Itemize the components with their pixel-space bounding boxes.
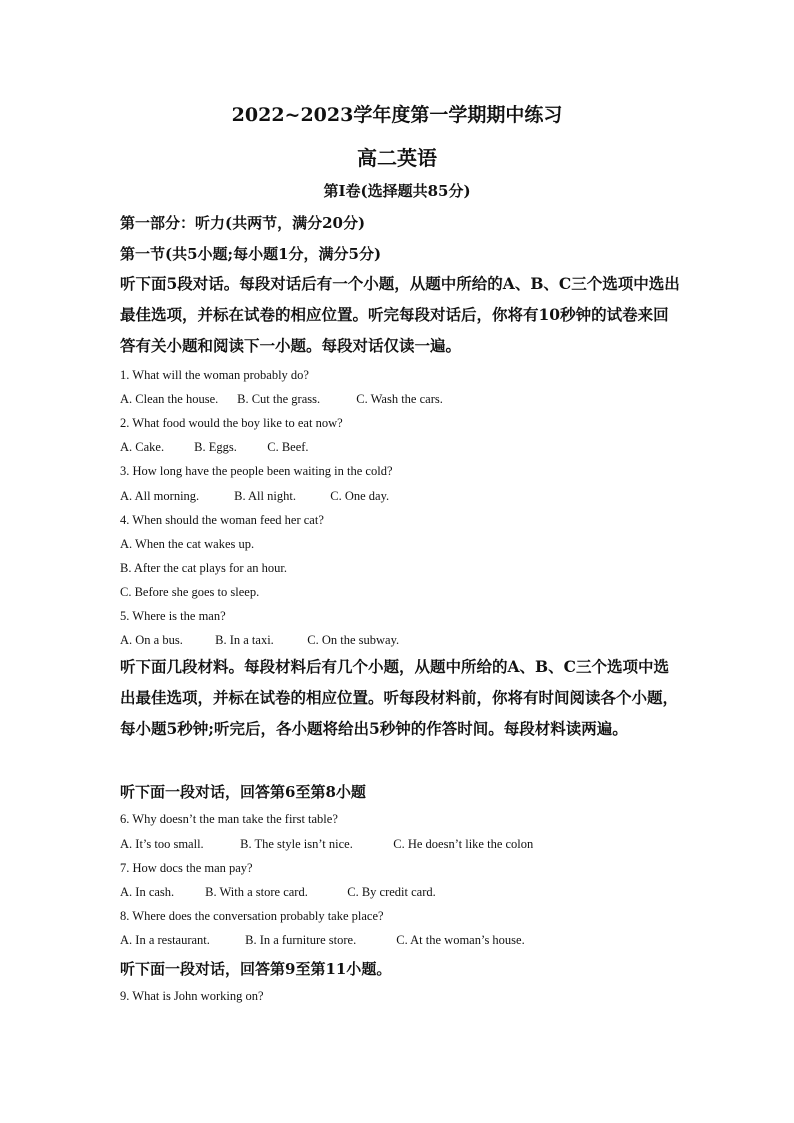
option-b: B. All night. xyxy=(234,489,296,503)
option-c: C. By credit card. xyxy=(347,885,436,899)
question-3: 3. How long have the people been waiting in the cold? xyxy=(120,464,393,478)
option-a: A. Clean the house. xyxy=(120,392,219,406)
option-4a: A. When the cat wakes up. xyxy=(120,537,255,551)
option-c: C. On the subway. xyxy=(307,633,400,647)
exam-subject: 高二英语 xyxy=(357,146,437,170)
question-7: 7. How docs the man pay? xyxy=(120,861,253,875)
question-9: 9. What is John working on? xyxy=(120,989,264,1003)
instructions-1: 听下面5段对话。每段对话后有一个小题，从题中所给的A、B、C三个选项中选出最佳选项，并标在试卷的相应位置。听完每段对话后，你将有10秒钟的试卷来回答有关小题和阅读下一小题。每段对话仅读一遍。 xyxy=(120,274,680,355)
option-b: B. The style isn’t nice. xyxy=(240,837,353,851)
options-6 xyxy=(120,837,533,852)
option-a: A. In a restaurant. xyxy=(120,933,210,947)
part1-title: 第一部分：听力(共两节，满分20分) xyxy=(120,214,366,232)
exam-title: 2022~2023学年度第一学期期中练习 xyxy=(231,104,563,126)
options-3 xyxy=(120,489,389,504)
option-a: A. Cake. xyxy=(120,440,165,454)
question-4: 4. When should the woman feed her cat? xyxy=(120,513,324,527)
option-a: A. All morning. xyxy=(120,489,200,503)
question-8: 8. Where does the conversation probably take place? xyxy=(120,909,384,923)
option-c: C. At the woman’s house. xyxy=(396,933,525,947)
options-8 xyxy=(120,933,525,948)
question-1: 1. What will the woman probably do? xyxy=(120,368,309,382)
question-5: 5. Where is the man? xyxy=(120,609,226,623)
question-6: 6. Why doesn’t the man take the first table? xyxy=(120,812,338,826)
instructions-2: 听下面几段材料。每段材料后有几个小题，从题中所给的A、B、C三个选项中选出最佳选项，并标在试卷的相应位置。听每段材料前，你将有时间阅读各个小题，每小题5秒钟;听完后，各小题将给出5秒钟的作答时间。每段材料读两遍。 xyxy=(120,657,679,738)
option-b: B. Eggs. xyxy=(194,440,237,454)
option-c: C. Beef. xyxy=(267,440,309,454)
option-b: B. In a furniture store. xyxy=(245,933,357,947)
option-4b: B. After the cat plays for an hour. xyxy=(120,561,287,575)
option-c: C. He doesn’t like the colon xyxy=(393,837,534,851)
option-b: B. With a store card. xyxy=(205,885,308,899)
question-2: 2. What food would the boy like to eat now? xyxy=(120,416,343,430)
options-7 xyxy=(120,885,436,900)
options-1 xyxy=(120,392,443,407)
option-b: B. In a taxi. xyxy=(215,633,274,647)
dialog-9-11-title: 听下面一段对话，回答第9至第11小题。 xyxy=(120,960,392,978)
option-c: C. One day. xyxy=(330,489,390,503)
section1-title: 第一节(共5小题;每小题1分，满分5分) xyxy=(120,245,382,263)
option-a: A. In cash. xyxy=(120,885,175,899)
dialog-6-8-title: 听下面一段对话，回答第6至第8小题 xyxy=(120,783,366,801)
volume-title: 第I卷(选择题共85分) xyxy=(323,182,471,200)
options-2 xyxy=(120,440,309,455)
option-4c: C. Before she goes to sleep. xyxy=(120,585,260,599)
option-b: B. Cut the grass. xyxy=(237,392,321,406)
option-a: A. It’s too small. xyxy=(120,837,204,851)
option-c: C. Wash the cars. xyxy=(356,392,443,406)
options-5 xyxy=(120,633,399,648)
option-a: A. On a bus. xyxy=(120,633,183,647)
